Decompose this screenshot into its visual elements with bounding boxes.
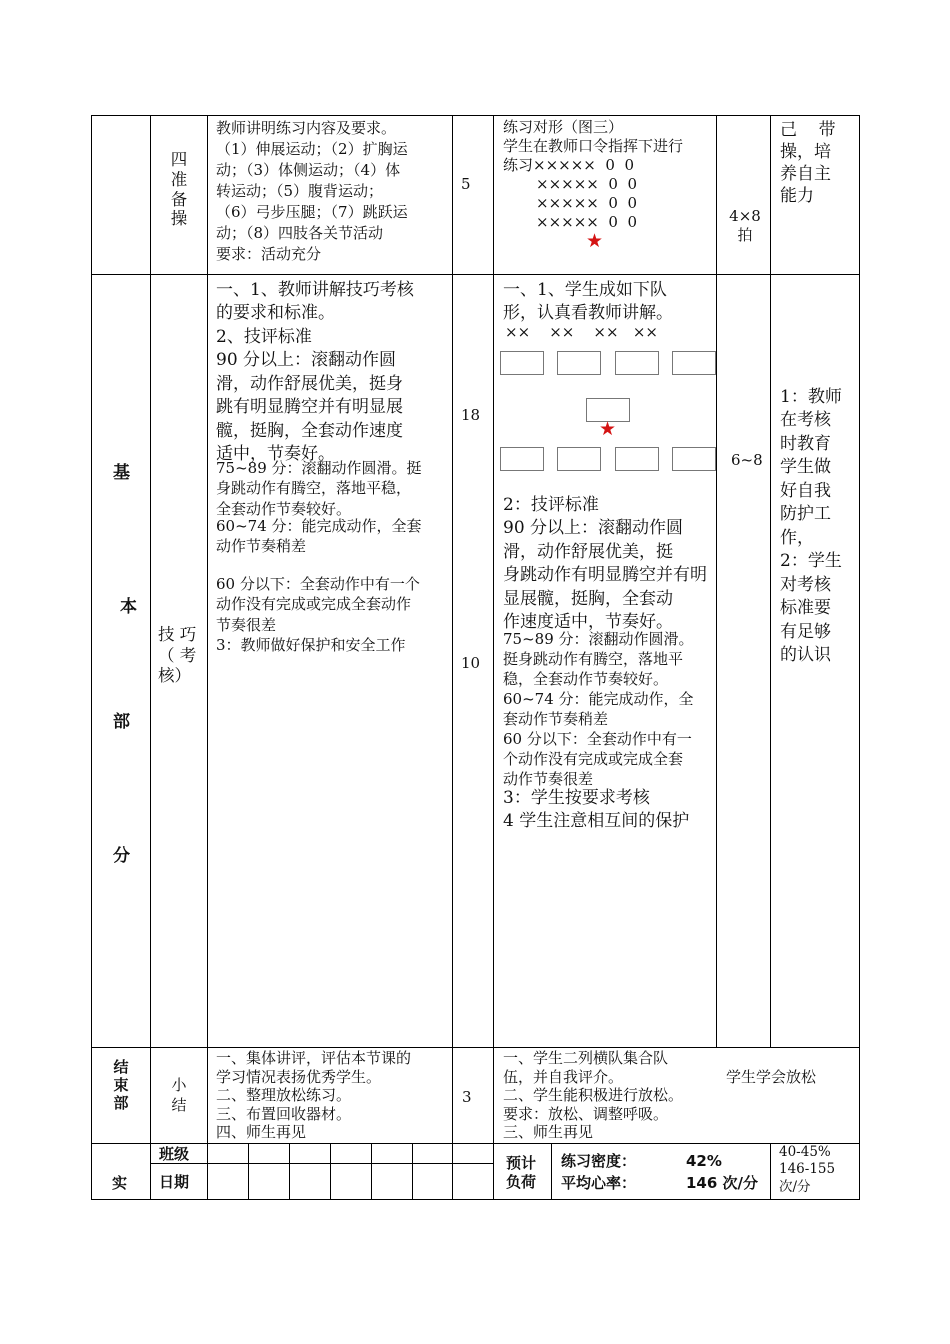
basic-teacher-standards: 一、1、教师讲解技巧考核 的要求和标准。 2、技评标准 90 分以上：滚翻动作圆 滑，动作舒展优美，挺身 跳有明显腾空并有明显展 髋，挺胸，全套动作速度 适中，节奏好。 [216, 280, 414, 465]
footer-heart-value: 146 次/分 [686, 1174, 759, 1192]
footer-part-label: 实 [112, 1174, 128, 1192]
mat-box [557, 351, 601, 375]
basic-student-formation-text: 一、1、学生成如下队 形，认真看教师讲解。 [503, 280, 673, 324]
mat-box [615, 447, 659, 471]
ending-teacher-text: 一、集体讲评，评估本节课的 学习情况表扬优秀学生。 二、整理放松练习。 三、布置回收器材。 四、师生再见 [216, 1049, 412, 1142]
mat-box [672, 351, 716, 375]
mat-box [500, 351, 544, 375]
warmup-teacher-text: 教师讲明练习内容及要求。 （1）伸展运动；（2）扩胸运 动；（3）体侧运动；（4）体 转运动；（5）腹背运动； （6）弓步压腿；（7）跳跃运 动；（8）四肢各关节活动 要求：活动充分 [216, 119, 408, 263]
basic-count: 6~8 [731, 451, 763, 469]
warmup-student-line: 练习××××× 0 0 [503, 156, 635, 174]
footer-class-label: 班级 [159, 1145, 190, 1163]
warmup-time: 5 [461, 175, 471, 193]
mat-box [615, 351, 659, 375]
teacher-star-icon: ★ [586, 230, 604, 252]
warmup-student-line: ××××× 0 0 [536, 213, 638, 231]
basic-student-standards: 2：技评标准 90 分以上：滚翻动作圆 滑，动作舒展优美，挺 身跳动作有明显腾空并有明 显展髋，挺胸，全套动 作速度适中，节奏好。 [503, 495, 707, 633]
basic-time-assessment: 10 [461, 654, 481, 672]
basic-teacher-grade-below-60: 60 分以下：全套动作中有一个 动作没有完成或完成全套动作 节奏很差 3：教师做好保护和安全工作 [216, 575, 420, 654]
footer-density-label: 练习密度： [561, 1152, 637, 1170]
ending-time: 3 [462, 1088, 472, 1106]
mat-box [557, 447, 601, 471]
warmup-goal: 己 带 操，培 养自主 能力 [780, 120, 836, 207]
ending-student-text: 一、学生二列横队集合队 伍，并自我评介。 二、学生能积极进行放松。 要求：放松、调整呼吸。 三、师生再见 [503, 1049, 684, 1142]
warmup-count: 4×8 拍 [729, 207, 761, 244]
part-label-char: 分 [113, 846, 130, 866]
footer-date-label: 日期 [159, 1173, 190, 1191]
part-label-char: 本 [120, 597, 137, 617]
basic-section-label: 技 巧 （ 考 核） [158, 625, 197, 686]
mat-box [672, 447, 716, 471]
basic-student-grades: 75~89 分：滚翻动作圆滑。 挺身跳动作有腾空，落地平 稳，全套动作节奏较好。 60~74 分：能完成动作，全 套动作节奏稍差 60 分以下：全套动作中有一 个动作没有完成或完成全套 动作节奏很差 [503, 630, 694, 788]
teacher-star-icon: ★ [599, 418, 617, 440]
part-label-char: 部 [113, 712, 130, 732]
mat-box [500, 447, 544, 471]
footer-load-label: 预计 负荷 [506, 1154, 537, 1191]
warmup-student-line: 学生在教师口令指挥下进行 [503, 137, 684, 155]
basic-goal: 1：教师 在考核 时教育 学生做 好自我 防护工 作， 2：学生 对考核 标准要 有足够 的认识 [780, 387, 842, 665]
warmup-student-line: ××××× 0 0 [536, 175, 638, 193]
warmup-section-label: 四 准 备 操 [170, 150, 188, 229]
basic-student-formation-row: ×× ×× ×× ×× [505, 323, 658, 341]
ending-goal: 学生学会放松 [726, 1068, 817, 1086]
basic-time-lecture: 18 [461, 406, 481, 424]
basic-teacher-grade-60: 60~74 分：能完成动作，全套 动作节奏稍差 [216, 517, 422, 556]
footer-heart-label: 平均心率： [561, 1174, 637, 1192]
warmup-student-line: 练习对形（图三） [503, 118, 624, 136]
basic-teacher-grade-75: 75~89 分：滚翻动作圆滑。挺 身跳动作有腾空，落地平稳， 全套动作节奏较好。 [216, 459, 422, 518]
footer-right-text: 40-45% 146-155 次/分 [779, 1144, 836, 1195]
part-label-char: 基 [113, 463, 130, 483]
footer-density-value: 42% [686, 1152, 722, 1170]
warmup-student-line: ××××× 0 0 [536, 194, 638, 212]
basic-student-assessment: 3：学生按要求考核 4 学生注意相互间的保护 [503, 788, 690, 831]
ending-part-label: 结 束 部 [113, 1058, 129, 1112]
ending-section-label: 小 结 [171, 1076, 187, 1114]
